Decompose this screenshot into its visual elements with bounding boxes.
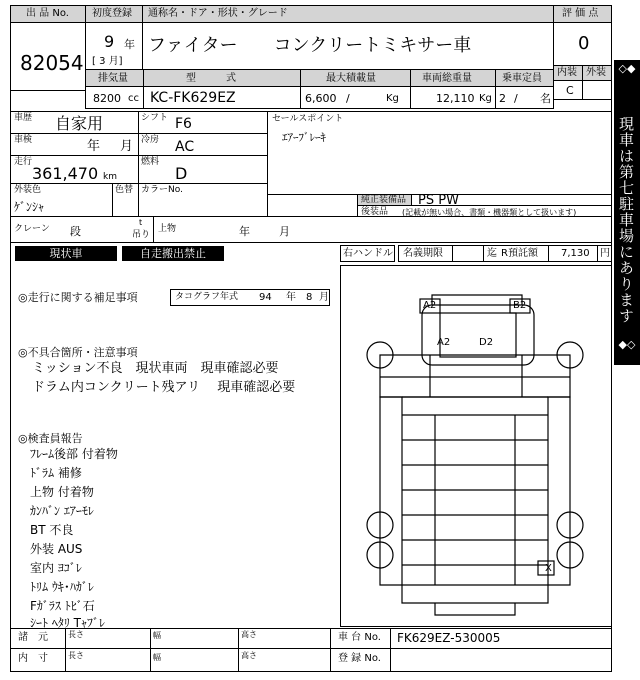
first-reg-year-unit: 年 [124,38,135,51]
model-label: 型 式 [186,73,236,84]
mileage-label: 走行 [14,157,33,167]
driving-notes-title: ◎走行に関する補足事項 [18,291,138,304]
aircon: AC [175,139,195,155]
history: 自家用 [55,114,104,133]
row-line [10,648,612,649]
chassis-number: FK629EZ-530005 [397,631,501,645]
length-label: 長さ [68,630,84,639]
fuel: D [175,164,188,183]
max-load-slash: / [346,92,350,105]
inspector-line: 外装 AUS [30,542,83,556]
side-notice-text: 現車は第七駐車場にあります [617,116,635,324]
current-car-badge: 現状車 [15,246,117,261]
col-line [112,183,113,216]
exterior-label: 外装 [586,67,606,78]
equip-label: 純正装備品 [361,195,407,205]
exterior-value: C [566,84,574,97]
chassis-label: 車 台 No. [338,632,381,643]
spec-label-row [85,69,554,87]
aircon-label: 冷房 [141,135,160,145]
color: ｹﾞﾝｼｬ [14,200,45,214]
color-change-label: 色替 [115,185,134,195]
damage-mark: X [545,563,552,574]
color-label: 外装色 [14,185,42,195]
max-load-kg: Kg [386,93,399,104]
crane-t: t [139,218,143,227]
col-line [138,111,139,216]
model: KC-FK629EZ [150,90,236,106]
inspector-line: ｼｰﾄ ﾍﾀﾘ Tｬﾌﾞﾚ [30,616,105,630]
first-reg-label: 初度登録 [92,8,132,19]
damage-mark: A2 [437,337,451,348]
displacement-unit: cc [128,93,139,104]
col-line [65,628,66,672]
defect-line: ミッション不良 現状車両 現車確認必要 [32,361,279,376]
reg-label: 登 録 No. [338,653,381,664]
width-label-2: 幅 [153,653,161,662]
crane-label: クレーン [14,224,50,234]
inspector-line: ﾄﾞﾗﾑ 補修 [30,466,82,480]
capacity: 2 [499,92,506,105]
inspection-label: 車検 [14,135,33,145]
dims-label: 諸 元 [18,632,48,643]
name-change-box [452,245,484,262]
height-label: 高さ [241,630,257,639]
col-line [238,628,239,672]
displacement: 8200 [93,92,121,105]
r-amount: 7,130 [561,248,590,259]
col-line [267,111,268,216]
shift-label: シフト [141,113,169,123]
exterior-value-cell [582,80,612,100]
inspector-line: ﾄﾘﾑ ｳｷ･ﾊｶﾞﾚ [30,580,94,594]
defect-title: ◎不具合箇所・注意事項 [18,346,138,359]
tacho-label: タコグラフ年式 [175,292,239,302]
r-until: 迄 [487,248,497,259]
score: 0 [578,33,590,54]
upper-year: 年 [239,225,250,238]
max-load-label: 最大積載量 [326,73,376,84]
max-load: 6,600 [305,92,337,105]
damage-mark: D2 [479,337,494,348]
self-drive-ban-badge: 自走搬出禁止 [122,246,224,261]
right-handle: 右ハンドル [343,248,393,259]
inspector-line: 室内 ﾖｺﾞﾚ [30,561,82,575]
inspector-title: ◎検査員報告 [18,432,83,445]
defect-line: ドラム内コンクリート残アリ 現車確認必要 [32,380,296,395]
inspection-month: 月 [120,139,134,154]
shift: F6 [175,116,192,132]
col-line [330,628,331,672]
side-diamonds-bottom: ◆◇ [618,338,636,351]
color-no-label: カラーNo. [141,185,183,195]
history-label: 車歴 [14,113,33,123]
inspector-line: 上物 付着物 [30,485,94,499]
equip: PS PW [418,193,459,208]
upper-month: 月 [279,225,290,238]
first-reg-year: 9 [104,32,115,51]
inspector-line: ｶﾝﾊﾞﾝ ｴｱｰﾓﾚ [30,504,94,518]
lot-number: 82054 [20,51,84,75]
gross-weight-label: 車両総重量 [422,73,472,84]
displacement-label: 排気量 [98,73,128,84]
inspector-line: ﾌﾚｰﾑ後部 付着物 [30,447,118,461]
capacity-name: 名 [540,92,551,105]
crane-lift: 吊り [132,230,151,240]
damage-mark: A2 [423,300,437,311]
first-reg-month: [ 3 月] [92,56,123,67]
col-line [390,628,391,672]
upper-label: 上物 [158,224,177,234]
length-label-2: 長さ [68,651,84,660]
r-unit: 円 [600,248,610,259]
tacho-m: 月 [319,292,329,303]
name-change-label: 名義期限 [403,248,443,259]
tacho-year: 94 [259,292,272,303]
inspector-line: Fｶﾞﾗｽ ﾄﾋﾞ石 [30,599,95,613]
truck-diagram [340,265,612,627]
lot-label: 出 品 No. [26,8,69,19]
height-label-2: 高さ [241,651,257,660]
capacity-label: 乗車定員 [502,73,542,84]
inner-label: 内 寸 [18,653,48,664]
mileage-unit: km [103,172,117,182]
fitted-note: (記載が無い場合、書類・機器類として扱います) [402,208,577,217]
inspector-line: BT 不良 [30,523,74,537]
footer-block [10,628,612,672]
tacho-month: 8 [306,292,313,303]
capacity-slash: / [514,92,518,105]
car-name: ファイター コンクリートミキサー車 [148,35,472,56]
col-line [153,216,154,243]
mileage: 361,470 [32,164,99,183]
car-name-label: 通称名・ドア・形状・グレード [148,8,288,19]
fitted-label: 後装品 [361,207,389,217]
crane-stage: 段 [70,225,81,238]
width-label: 幅 [153,631,161,640]
side-diamonds-top: ◇◆ [618,62,636,75]
tacho-y: 年 [286,292,296,303]
inspection-year: 年 [87,139,101,154]
score-label: 評 価 点 [562,8,599,19]
sales-point: ｴｱｰﾌﾞﾚｰｷ [282,131,326,144]
interior-label: 内装 [557,67,577,78]
sales-point-label: セールスポイント [272,114,344,124]
r-deposit-label: R預託額 [501,248,538,259]
damage-mark: B2 [513,300,527,311]
col-line [150,628,151,672]
gross-weight-unit: Kg [479,93,492,104]
fuel-label: 燃料 [141,157,160,167]
gross-weight: 12,110 [436,92,475,105]
